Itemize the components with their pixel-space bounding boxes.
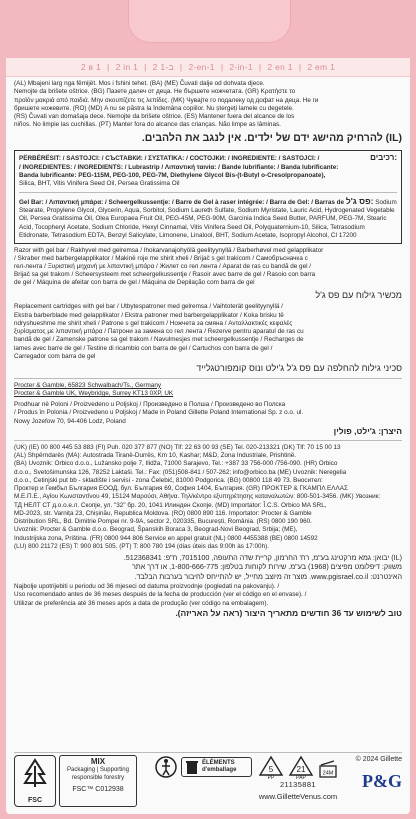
fsc-mix: MIX xyxy=(90,757,106,766)
recycling-marks xyxy=(155,755,252,779)
divider xyxy=(19,192,397,193)
gel-bar-label: Gel Bar: / Λιπαντική μπάρα: / Scheergelkussentje: / Barre de Gel à raser intégrée: / Barra de Gel: / Barras de xyxy=(19,198,345,206)
fsc-logo-text: FSC xyxy=(28,796,42,804)
lang-item: 2 em 1 xyxy=(307,62,336,72)
open-jar-icon xyxy=(318,759,338,779)
hang-tab xyxy=(128,0,291,43)
warning-line: προϊόν μακριά από παιδιά. Μην σκουπίζετε τις λεπίδες. (MK) Чувајте го подалеку од дофат на деца. Не ги xyxy=(14,96,319,104)
lang-item: 2 ב-1 xyxy=(152,62,174,72)
warning-line: (RS) Čuvati van domašaja dece. Nemojte da brišete oštrice. (ES) Mantener fuera del alcance de los xyxy=(14,112,295,120)
warning-line: бришете ножевите. (RO) (MD) A nu se păstra la îndemâna copiilor. Nu ștergeți lamele cu degetele. xyxy=(14,104,294,112)
ingredients-line: Silica, BHT, Vitis Vinifera Seed Oil, Persea Gratissima Oil xyxy=(19,180,180,188)
fsc-tree-icon xyxy=(22,758,48,788)
pp-recycle-icon xyxy=(258,755,284,779)
pg-logo: P&G xyxy=(362,771,402,792)
trash-bin-icon xyxy=(185,759,199,775)
lang-item: 2 en 1 xyxy=(267,62,293,72)
importer-hebrew: היצרן: ג'ילט, פולין xyxy=(333,425,402,436)
lang-item: 2 in 1 xyxy=(115,62,139,72)
gel-bar-hebrew: פס ג'ל: xyxy=(345,195,374,206)
replacement-hebrew: סכיני גילוח להחלפה עם פס ג'ל ג'ילט ונוס קומפורטגלייד xyxy=(196,363,402,374)
hebrew-warning: (IL) להרחיק מהישג ידם של ילדים. אין לנגב את הלהבים. xyxy=(141,132,402,145)
fsc-desc: Packaging | Supporting responsible forestry xyxy=(67,767,129,781)
period-after-opening: 24M xyxy=(322,770,334,777)
ingredients-line: Banda lubrificante: PEG-115M, PEG-100, PEG-7M, Diethylene Glycol Bis-(t-Butyl o-Cresolpropanoate), xyxy=(19,172,326,179)
brand-corner xyxy=(356,755,402,793)
ingredients-line: / INGREDIENTES: / INGREDIENTS: / Lubrastrip / Λιπαντική ταινία: / Bande lubrifiante: / Banda lubrificante: xyxy=(19,163,339,171)
fsc-mix-box xyxy=(59,755,137,807)
manufacturer-block xyxy=(14,382,402,398)
lang-item: 2-in-1 xyxy=(229,62,253,72)
divider xyxy=(14,378,402,379)
fsc-code: FSC™ C012938 xyxy=(72,786,124,793)
warning-line: Nemojte da brišete oštrice. (BG) Пазете далеч от деца. Не бършете ножчетата. (GR) Κρατήστε το xyxy=(14,88,296,96)
warning-line: niños. No limpie las cuchillas. (PT) Manter fora do alcance das crianças. Não limpe as lâminas. xyxy=(14,121,281,129)
gel-bar-ingredients xyxy=(19,196,397,241)
triman-elements xyxy=(181,757,252,777)
ingredients-header: PËRBËRËSIT: / SASTOJCI: / СЪСТАВКИ: / ΣΥΣΤΑΤΙΚΑ: / СОСТОЈКИ: / INGREDIENTE: / SASTOJCI: / xyxy=(19,155,320,163)
ingredients-box xyxy=(14,150,402,243)
origin-block: Prodhuar në Poloni / Proizvedeno u Poljskoj / Произведено в Полша / Произведено во Полска / Produs în Polonia / Proizvedeno u Poljskoj / Made in Poland Gillette Poland International Sp. z o.o. ul. Nowy Jozefow 70, 94-406 Lodz, Poland xyxy=(14,401,304,425)
pp-label: PP xyxy=(267,775,275,779)
website-url: www.GilletteVenus.com xyxy=(258,791,338,801)
label-card xyxy=(6,58,410,814)
distributor-block: (UK) (IE) 00 800 445 53 883 (FI) Puh. 020 377 877 (NO) Tlf: 22 63 00 93 (SE) Tel. 020-213321 (DK) Tlf: 70 15 00 13 (AL) Shpërndarës (MA): Autostrada Tiranë-Durrës, Km 10, Kashar; M&D, Zona Industriale, Prishtinë. (BA) Uvoznik: Orbico d.o.o., Lužansko polje 7, Ilidža, 71000 Sarajevo, Tel.: +387 33 756-000 /756-090. (HR) Orbico d.o.o., Svetošimunska 126, 78252 Laktaši. Tel.: Fax: (051)508-841 / 507-262; info@orbico.ba (ME) Uvoznik: Neregelia d.o.o., Cetinjski put bb - skladište i servisi - zona Čelebić, 81000 Podgorica. (BG) 00800 118 49 73. Вносител: Проктер и Гембъл България ЕООД, бул. България 69, София 1404, България. (GR) ΠΡΟΚΤΕΡ & ΓΚΑΜΠΛ ΕΛΛΑΣ Μ.Ε.Π.Ε., Αγίου Κωνσταντίνου 49, 15124 Μαρούσι, Αθήνα. Τηλ/κέντρο εξυπηρέτησης καταναλωτών: 800-501-3456. (MK) Увозник: ТД НЕЛТ СТ д.о.о.е.л. Скопје, ул. "32" бр. 20, 1041 Илинден Скопје. (MD) Importator: Î.C.S. Orbico MA SRL, MD-2023, str. Varnița 23, Chișinău, Republica Moldova. (RO) 0800 890 116. Importator: Procter & Gamble Distribution SRL, Bd. Dimitrie Pompei nr. 9-9A, sector 2, 020335, București, România. (RS) 0800 190 960. Uvoznik: Procter & Gamble d.o.o. Beograd, Španskih Boraca 3, Beograd-Novi Beograd, Srbija; (ME), Industrijska zona, Priština. (FR) 0800 944 806 Service en appel gratuit (NL) 0800 4455388 (BE) 0800 14592 (LU) 800 21172 (ES) T: 900 801 505. (PT) T: 800 780 194 (dias úteis das 9:00h às 17:00h). xyxy=(14,443,381,550)
israel-importer-block: (IL) יבואן: גמא מרקטינג בע"מ, רח' החרמון, קריית שדה התעופה, 7015100, ח"פ: 512368341. משווק: דיפלומט מפיצים (1968) בע"מ. שירות לקוחות בטלפון: 1-800-666-775, או דרך אתר האינטרנט: www.pgisrael.co.il. מוצר זה מיוצב מחייל, יש להתייחס לחיבור בערבות הבלבד. xyxy=(123,552,402,581)
language-strip: 2 в 1 | 2 in 1 | 2 ב-1 | 2-en-1 | 2-in-1 | 2 en 1 | 2 em 1 xyxy=(6,58,410,77)
pap-number: 21 xyxy=(296,765,306,774)
copyright: © 2024 Gillette xyxy=(355,756,402,763)
replacement-description: Replacement cartridges with gel bar / Utbytespatroner med gelremsa / Vaihtoterät geelityynyllä / Ekstra barberblade med gelapplikator / Ekstra patroner med barbergelapplikator / Koka brisku të ndryshueshme me shirit xheli / Patrone s gel trakicom / Ножчета за смяна / Ανταλλακτικές κεφαλές ξυρίσματος με λιπαντική μπάρα / Патрони за замена со гел лента / Rezerve pentru aparatul de ras cu bandă de gel / Zamenske patrone sa gel trakom / Navulmesjes met scheergelkussentje / Recharges de lames avec barre de gel / Testine di ricambio con barra de gel / Cartuchos con barra de gel / Carregador com barra de gel xyxy=(14,303,304,360)
pap-label: PAP xyxy=(296,775,306,779)
lang-item: 2 в 1 xyxy=(80,62,102,72)
batch-code: 21135881 xyxy=(279,780,316,789)
divider xyxy=(14,440,402,441)
razor-description: Razor with gel bar / Rakhyvel med gelremsa / Ihokarvanajohyölä geelityynyllä / Barberhøvel med gelapplikator / Skraber med barbergelapplikator / Makinë roje me shirit xheli / Brijač s gel trakicom / Самобръсначка с гел-лента / Ξυριστική μηχανή με λιπαντική μπάρα / Жилет со гел лента / Aparat de ras cu bandă de gel / Brijač sa gel trakom / Scheersysteem met scheergelkussentje / Rasoir avec barre de gel / Rasoio con barra de gel / Máquina de afeitar con barra de gel / Máquina de Depilação com barra de gel xyxy=(14,246,324,287)
lang-item: 2-en-1 xyxy=(188,62,215,72)
gel-bar-list: Sodium Stearate, Propylene Glycol, Glycerin, Aqua, Sorbitol, Sodium Laureth Sulfate, Sodium Myristate, Lauric Acid, Hydrogenated Vegetable Oil, Persea Gratissima Oil, Olea Europaea Fruit Oil, PEG-45M, PEG-90M, Garcinia Indica Seed Butter, PARFUM, PEG-7M, Stearic Acid, Tocopheryl Acetate, Sodium Chloride, Hexyl Cinnamal, Vitis Vinifera Seed Oil, Polyquaternium-10, Silica, Tetrasodium Etidronate, Tetrasodium EDTA, Benzyl Salicylate, Limonene, Linalool, BHT, Sodium Acetate, Isopropyl Alcohol, CI 17200 xyxy=(19,198,397,240)
warning-block xyxy=(14,80,402,129)
footer xyxy=(14,752,402,810)
manufacturer-line: Procter & Gamble, 65823 Schwalbach/Ts., Germany xyxy=(14,381,162,389)
shelf-life-block: Najbolje upotrijebiti u periodu od 36 mjeseci od datuma proizvodnje (pogledati na pakovanju). / Uso recomendado antes de 36 meses después de la fecha de producción (ver el código en el envase). / Utilizar de preferência até 36 meses após a data de produção (ver código na embalagem). xyxy=(14,583,307,607)
ingredients-hebrew-label: רכיבים: xyxy=(370,153,397,163)
material-marks xyxy=(258,755,338,802)
elements-label: ÉLÉMENTS d'emballage xyxy=(202,760,237,773)
razor-hebrew: מכשיר גילוח עם פס ג'ל xyxy=(315,289,402,300)
warning-line: (AL) Mbajeni larg nga fëmijët. Mos i fshini tehet. (BA) (ME) Čuvati dalje od dohvata djece. xyxy=(14,80,265,88)
recycle-person-icon xyxy=(155,755,177,779)
fsc-tree-logo xyxy=(14,755,56,807)
manufacturer-line: Procter & Gamble UK, Weybridge, Surrey KT13 0XP, UK xyxy=(14,389,174,397)
pp-number: 5 xyxy=(268,765,274,774)
shelf-life-hebrew: טוב לשימוש עד 36 חודשים מתאריך היצור (ראה על האריזה). xyxy=(175,607,402,618)
pap-recycle-icon xyxy=(288,755,314,779)
